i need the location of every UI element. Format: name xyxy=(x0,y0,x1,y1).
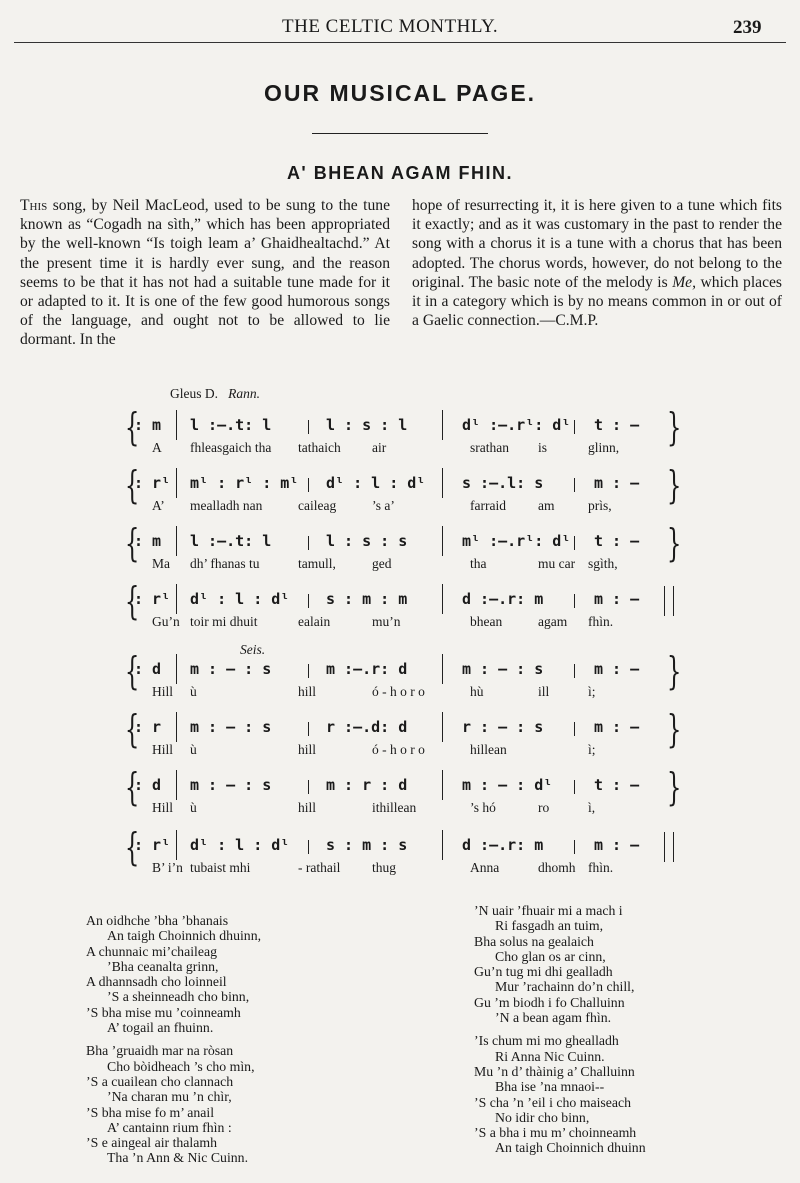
brace-left-icon: { xyxy=(124,405,140,449)
bar-line xyxy=(442,584,443,614)
poem-line: ’S a bha i mu m’ choinneamh xyxy=(474,1125,637,1141)
lyric-syllable: dhomh xyxy=(538,860,576,875)
lyric-syllable: tha xyxy=(470,556,487,571)
bar-line xyxy=(574,594,575,608)
poem-line: ’Na charan mu ’n chìr, xyxy=(107,1089,232,1105)
sol-fa-measure: d :—.r: m xyxy=(462,836,544,854)
brace-right-icon: } xyxy=(666,707,682,751)
intro-right-emphasis: Me, xyxy=(672,273,696,291)
poem-line: Tha ’n Ann & Nic Cuinn. xyxy=(107,1150,249,1166)
poem-line: Bha ise ’na mnaoi-- xyxy=(495,1079,605,1095)
bar-line xyxy=(308,780,309,794)
bar-line xyxy=(442,654,443,684)
lyric-syllable: B’ i’n xyxy=(152,860,183,875)
pickup-note: : r xyxy=(134,718,162,736)
lyric-syllable: ù xyxy=(190,684,197,699)
lyric-syllable: agam xyxy=(538,614,568,629)
lyric-syllable: - rathail xyxy=(298,860,341,875)
sol-fa-measure: m : — xyxy=(594,718,640,736)
sol-fa-measure: dˡ : l : dˡ xyxy=(190,590,290,608)
lyric-syllable: ó - h o r o xyxy=(372,742,425,757)
music-stave xyxy=(0,579,800,650)
lyric-syllable: ro xyxy=(538,800,550,815)
lyric-syllable: Hill xyxy=(152,742,174,757)
rann-label: Rann. xyxy=(228,386,260,401)
poem-line: Cho glan os ar cinn, xyxy=(495,948,606,964)
running-head xyxy=(0,12,800,38)
bar-line xyxy=(308,478,309,492)
bar-line xyxy=(176,830,177,860)
bar-line xyxy=(574,478,575,492)
bar-line xyxy=(442,830,443,860)
lyric-syllable: Hill xyxy=(152,800,174,815)
lyric-syllable: fhleasgaich tha xyxy=(190,440,272,455)
sol-fa-measure: l :—.t: l xyxy=(190,532,272,550)
poem-line: A chunnaic mi’chaileag xyxy=(86,943,218,959)
poem-line: ’S a sheinneadh cho binn, xyxy=(107,989,250,1005)
poem-line: Ri fasgadh an tuim, xyxy=(495,918,604,934)
brace-right-icon: } xyxy=(666,463,682,507)
header-rule xyxy=(14,42,786,43)
bar-line xyxy=(176,770,177,800)
bar-line xyxy=(308,420,309,434)
lyric-syllable: mealladh nan xyxy=(190,498,263,513)
intro-left-column xyxy=(20,196,390,350)
lyric-syllable: hillean xyxy=(470,742,507,757)
sol-fa-measure: m : — xyxy=(594,660,640,678)
music-stave xyxy=(0,521,800,592)
section-title: OUR MUSICAL PAGE. xyxy=(263,80,537,106)
sol-fa-measure: d :—.r: m xyxy=(462,590,544,608)
brace-left-icon: { xyxy=(124,521,140,565)
poem-line: Mu ’n d’ thàinig a’ Challuinn xyxy=(474,1063,635,1079)
poem-line: Bha solus na gealaich xyxy=(474,933,594,949)
sol-fa-measure: m : — : s xyxy=(462,660,544,678)
brace-right-icon: } xyxy=(666,765,682,809)
bar-line xyxy=(176,410,177,440)
bar-line xyxy=(176,526,177,556)
poem-line: Gu’n tug mi dhi gealladh xyxy=(474,964,613,980)
sol-fa-measure: m : — : s xyxy=(190,776,272,794)
poem-line: A dhannsadh cho loinneil xyxy=(86,974,227,990)
poem-line: No idir cho binn, xyxy=(495,1109,590,1125)
lyric-syllable: Anna xyxy=(470,860,500,875)
intro-right-column xyxy=(412,196,782,330)
poem-line: ’S cha ’n ’eil i cho maiseach xyxy=(474,1094,632,1110)
sol-fa-measure: m : — xyxy=(594,474,640,492)
lyric-syllable: ì; xyxy=(588,684,596,699)
lyric-syllable: ì; xyxy=(588,742,596,757)
poem-line: A’ togail an fhuinn. xyxy=(107,1020,214,1036)
sol-fa-measure: dˡ : l : dˡ xyxy=(190,836,290,854)
poem-line: ’S bha mise mu ’coinneamh xyxy=(86,1004,241,1020)
sol-fa-measure: s :—.l: s xyxy=(462,474,544,492)
pickup-note: : m xyxy=(134,416,162,434)
sol-fa-measure: mˡ : rˡ : mˡ xyxy=(190,474,299,492)
poem-line: Cho bòidheach ’s cho mìn, xyxy=(107,1058,255,1074)
tune-key xyxy=(170,386,260,402)
lyric-syllable: tamull, xyxy=(298,556,336,571)
lyric-syllable: hill xyxy=(298,742,317,757)
bar-line xyxy=(308,594,309,608)
poem-line: Bha ’gruaidh mar na ròsan xyxy=(86,1043,234,1059)
lyric-syllable: ù xyxy=(190,800,197,815)
lyric-syllable: ù xyxy=(190,742,197,757)
lyric-syllable: mu’n xyxy=(372,614,401,629)
lyric-syllable: toir mi dhuit xyxy=(190,614,258,629)
brace-left-icon: { xyxy=(124,707,140,751)
bar-line xyxy=(176,584,177,614)
sol-fa-measure: mˡ :—.rˡ: dˡ xyxy=(462,532,571,550)
double-bar-line xyxy=(664,586,674,616)
poem-line: Mur ’rachainn do’n chill, xyxy=(495,979,635,995)
pickup-note: : d xyxy=(134,776,162,794)
lyric-syllable: dh’ fhanas tu xyxy=(190,556,260,571)
lyric-syllable: fhìn. xyxy=(588,614,614,629)
sol-fa-measure: l :—.t: l xyxy=(190,416,272,434)
poem-stanza xyxy=(474,1033,646,1155)
pickup-note: : rˡ xyxy=(134,474,171,492)
sol-fa-measure: m : — xyxy=(594,836,640,854)
title-rule xyxy=(312,133,488,134)
bar-line xyxy=(574,420,575,434)
brace-left-icon: { xyxy=(124,579,140,623)
sol-fa-measure: l : s : l xyxy=(326,416,408,434)
song-title: A' BHEAN AGAM FHIN. xyxy=(286,163,514,183)
seis-label: Seis. xyxy=(240,642,266,657)
brace-left-icon: { xyxy=(124,649,140,693)
bar-line xyxy=(308,840,309,854)
sol-fa-measure: m : — : dˡ xyxy=(462,776,553,794)
poem-line: ’S e aingeal air thalamh xyxy=(86,1135,218,1151)
lyric-syllable: ’s a’ xyxy=(372,498,395,513)
sol-fa-measure: m :—.r: d xyxy=(326,660,408,678)
lyric-syllable: A xyxy=(152,440,162,455)
poem-line: ’N a bean agam fhìn. xyxy=(495,1010,612,1026)
poem-line: An oidhche ’bha ’bhanais xyxy=(86,913,229,928)
lyric-syllable: srathan xyxy=(470,440,509,455)
lyric-syllable: ealain xyxy=(298,614,331,629)
sol-fa-measure: m : — : s xyxy=(190,718,272,736)
music-stave xyxy=(0,825,800,896)
intro-left-text: song, by Neil MacLeod, used to be sung to the tune known as “Cogadh na sìth,” which has been appropriated by the well-known “Is toigh leam a’ Ghaidhealtachd.” At the present time it is hardly ever sung, and the reason seems to be that it has not had a suitable tune made for it or adapted to it. It is one of the few good humorous songs of the language, and ought not to be allowed to lie dormant. In the xyxy=(20,197,390,349)
bar-line xyxy=(574,536,575,550)
brace-left-icon: { xyxy=(124,765,140,809)
poem-left-column xyxy=(86,913,261,1174)
pickup-note: : rˡ xyxy=(134,590,171,608)
running-title: THE CELTIC MONTHLY. xyxy=(282,16,499,37)
bar-line xyxy=(442,712,443,742)
bar-line xyxy=(442,410,443,440)
intro-drop-word: This xyxy=(20,197,48,214)
bar-line xyxy=(308,722,309,736)
pickup-note: : rˡ xyxy=(134,836,171,854)
bar-line xyxy=(574,780,575,794)
poem-stanza xyxy=(474,903,646,1025)
brace-right-icon: } xyxy=(666,405,682,449)
lyric-syllable: caileag xyxy=(298,498,337,513)
sol-fa-measure: t : — xyxy=(594,776,640,794)
bar-line xyxy=(574,664,575,678)
poem-line: A’ cantainn rium fhìn : xyxy=(107,1119,232,1135)
bar-line xyxy=(176,654,177,684)
lyric-syllable: ó - h o r o xyxy=(372,684,425,699)
brace-right-icon: } xyxy=(666,649,682,693)
lyric-syllable: Hill xyxy=(152,684,174,699)
poem-line: ’N uair ’fhuair mi a mach i xyxy=(474,903,623,918)
sol-fa-measure: s : m : m xyxy=(326,590,408,608)
lyric-syllable: A’ xyxy=(152,498,165,513)
bar-line xyxy=(442,770,443,800)
lyric-syllable: fhìn. xyxy=(588,860,614,875)
bar-line xyxy=(308,536,309,550)
sol-fa-measure: r :—.d: d xyxy=(326,718,408,736)
bar-line xyxy=(176,712,177,742)
lyric-syllable: prìs, xyxy=(588,498,612,513)
poem-right-column xyxy=(474,903,646,1164)
lyric-syllable: tathaich xyxy=(298,440,341,455)
poem-line: ’S a cuailean cho clannach xyxy=(86,1073,234,1089)
sol-fa-measure: t : — xyxy=(594,416,640,434)
lyric-syllable: ’s hó xyxy=(470,800,496,815)
bar-line xyxy=(176,468,177,498)
bar-line xyxy=(442,468,443,498)
lyric-syllable: hù xyxy=(470,684,484,699)
lyric-syllable: ged xyxy=(372,556,392,571)
poem-line: Gu ’m biodh i fo Challuinn xyxy=(474,994,625,1010)
lyric-syllable: hill xyxy=(298,800,317,815)
sol-fa-measure: l : s : s xyxy=(326,532,408,550)
lyric-syllable: farraid xyxy=(470,498,506,513)
poem-line: An taigh Choinnich dhuinn xyxy=(495,1140,646,1156)
brace-left-icon: { xyxy=(124,825,140,869)
poem-stanza xyxy=(86,913,261,1035)
poem-stanza xyxy=(86,1043,261,1165)
lyric-syllable: air xyxy=(372,440,387,455)
sol-fa-measure: m : — : s xyxy=(190,660,272,678)
poem-line: ’Bha ceanalta grinn, xyxy=(107,958,219,974)
lyric-syllable: bhean xyxy=(470,614,503,629)
bar-line xyxy=(308,664,309,678)
sol-fa-measure: t : — xyxy=(594,532,640,550)
key-signature: Gleus D. xyxy=(170,386,218,401)
pickup-note: : m xyxy=(134,532,162,550)
lyric-syllable: glinn, xyxy=(588,440,620,455)
page-number: 239 xyxy=(733,17,762,38)
bar-line xyxy=(574,840,575,854)
intro-right-text-a: hope of resurrecting it, it is here given to a tune which fits it exactly; and as it was customary in the past to render the song with a chorus it is a tune with a chorus that has been adopted. The chorus words, however, do not belong to the original. The basic note of the melody is xyxy=(412,197,782,291)
double-bar-line xyxy=(664,832,674,862)
sol-fa-measure: r : — : s xyxy=(462,718,544,736)
lyric-syllable: am xyxy=(538,498,555,513)
pickup-note: : d xyxy=(134,660,162,678)
lyric-syllable: tubaist mhi xyxy=(190,860,251,875)
lyric-syllable: mu car xyxy=(538,556,576,571)
sol-fa-measure: m : r : d xyxy=(326,776,408,794)
lyric-syllable: sgìth, xyxy=(588,556,618,571)
sol-fa-measure: m : — xyxy=(594,590,640,608)
sol-fa-measure: dˡ : l : dˡ xyxy=(326,474,426,492)
poem-line: ’Is chum mi mo ghealladh xyxy=(474,1033,619,1049)
brace-left-icon: { xyxy=(124,463,140,507)
poem-line: ’S bha mise fo m’ anail xyxy=(86,1104,215,1120)
lyric-syllable: Gu’n xyxy=(152,614,180,629)
lyric-syllable: ì, xyxy=(588,800,596,815)
brace-right-icon: } xyxy=(666,521,682,565)
poem-line: Ri Anna Nic Cuinn. xyxy=(495,1048,605,1064)
lyric-syllable: is xyxy=(538,440,548,455)
lyric-syllable: ill xyxy=(538,684,550,699)
lyric-syllable: thug xyxy=(372,860,397,875)
bar-line xyxy=(574,722,575,736)
poem-line: An taigh Choinnich dhuinn, xyxy=(107,928,262,944)
bar-line xyxy=(442,526,443,556)
lyric-syllable: ithillean xyxy=(372,800,417,815)
music-stave xyxy=(0,765,800,836)
lyric-syllable: hill xyxy=(298,684,317,699)
lyric-syllable: Ma xyxy=(152,556,170,571)
sol-fa-measure: dˡ :—.rˡ: dˡ xyxy=(462,416,571,434)
intro-right-text-b: which places it in a category which is by no means common in or out of a Gaelic connection.—C.M.P. xyxy=(412,273,782,330)
sol-fa-measure: s : m : s xyxy=(326,836,408,854)
